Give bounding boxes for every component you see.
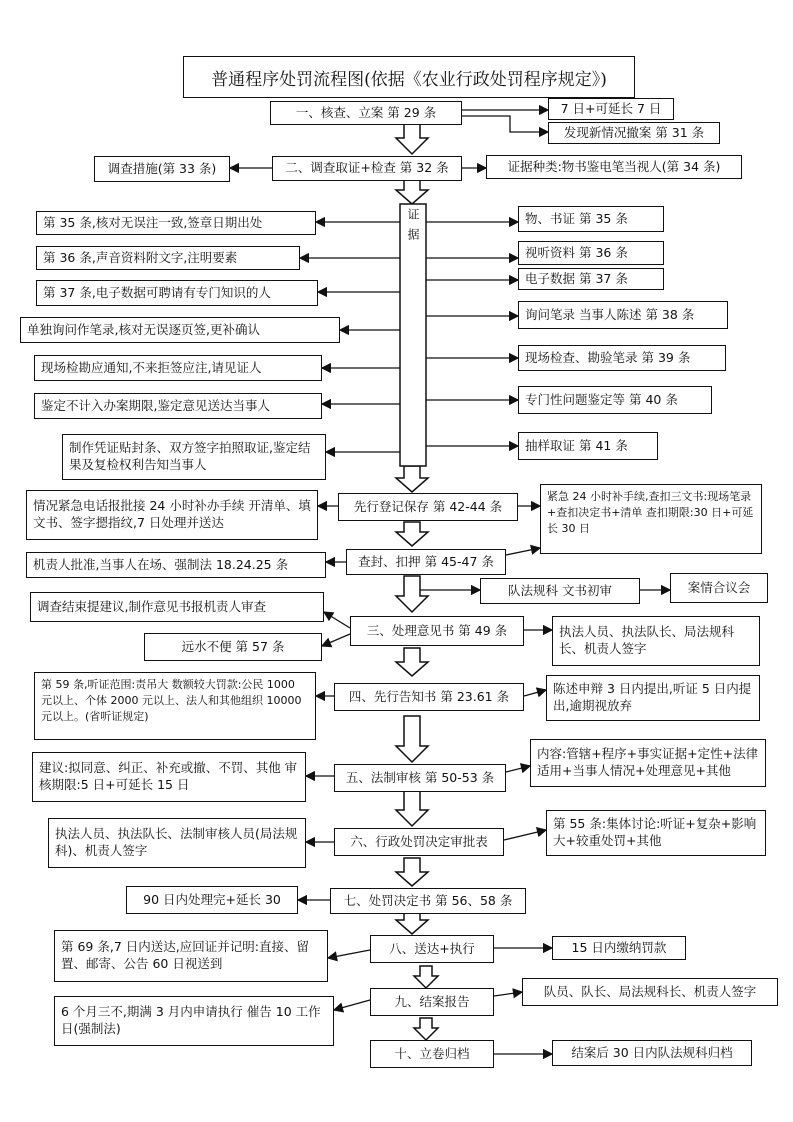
down-arrow-1	[396, 120, 428, 154]
right-evidence-6: 专门性问题鉴定等 第 40 条	[518, 386, 712, 414]
left-seal-approval: 机责人批准,当事人在场、强制法 18.24.25 条	[26, 552, 326, 578]
left-s9-enforce: 6 个月三不,期满 3 月内申请执行 催告 10 工作日(强制法)	[54, 996, 334, 1046]
left-s4-hearing: 第 59 条,听证范围:责吊大 数额较大罚款:公民 1000 元以上、个体 2000 元以上、法人和其他组织 10000 元以上。(省听证规定)	[34, 672, 316, 740]
left-s6-signers: 执法人员、执法队长、法制审核人员(局法规科)、机责人签字	[48, 818, 306, 868]
left-evidence-3: 第 37 条,电子数据可聘请有专门知识的人	[36, 280, 318, 306]
step-7-decision: 七、处罚决定书 第 56、58 条	[330, 888, 526, 914]
right-evidence-7: 抽样取证 第 41 条	[518, 432, 658, 460]
right-s9-signers: 队员、队长、局法规科长、机责人签字	[522, 978, 778, 1006]
left-register-detail: 情况紧急电话报批接 24 小时补办手续 开清单、填文书、签字摁指纹,7 日处理并送达	[26, 490, 318, 540]
step-3-opinion: 三、处理意见书 第 49 条	[350, 616, 524, 646]
right-evidence-2: 视听资料 第 36 条	[518, 241, 664, 265]
right-s10-archive: 结案后 30 日内队法规科归档	[552, 1040, 752, 1066]
step-10-archive: 十、立卷归档	[370, 1040, 494, 1068]
left-evidence-7: 制作凭证贴封条、双方签字拍照取证,鉴定结果及复检权利告知当事人	[62, 434, 326, 480]
left-s3-suggestion: 调查结束提建议,制作意见书报机责人审查	[30, 592, 324, 622]
right-evidence-3: 电子数据 第 37 条	[518, 268, 664, 290]
step-1-verify-file: 一、核查、立案 第 29 条	[270, 101, 462, 125]
right-s8-fine: 15 日内缴纳罚款	[552, 936, 686, 960]
step-9-closing-report: 九、结案报告	[370, 988, 494, 1016]
step-6-approval: 六、行政处罚决定审批表	[334, 828, 504, 856]
left-evidence-4: 单独询问作笔录,核对无误逐页签,更补确认	[20, 317, 340, 343]
right-evidence-5: 现场检查、勘验笔录 第 39 条	[518, 345, 726, 371]
left-evidence-2: 第 36 条,声音资料附文字,注明要素	[36, 246, 300, 270]
down-arrow-4	[396, 522, 428, 546]
down-arrow-7	[396, 716, 428, 762]
left-investigation-measures: 调查措施(第 33 条)	[94, 156, 230, 182]
left-s8-delivery: 第 69 条,7 日内送达,应回证并记明:直接、留置、邮寄、公告 60 日视送到	[54, 930, 328, 982]
step-preregister: 先行登记保存 第 42-44 条	[338, 493, 518, 521]
down-arrow-3	[396, 466, 428, 492]
right-s5-content: 内容:管辖+程序+事实证据+定性+法律适用+当事人情况+处理意见+其他	[530, 739, 766, 787]
down-arrow-11	[414, 966, 438, 988]
step-seal-detain: 查封、扣押 第 45-47 条	[346, 549, 506, 575]
step-5-legal-review: 五、法制审核 第 50-53 条	[334, 764, 506, 792]
right-evidence-4: 询问笔录 当事人陈述 第 38 条	[518, 301, 728, 329]
step-4-notice: 四、先行告知书 第 23.61 条	[334, 683, 524, 711]
right-withdraw-case: 发现新情况撤案 第 31 条	[548, 122, 720, 144]
right-evidence-1: 物、书证 第 35 条	[518, 206, 664, 232]
right-evidence-types: 证据种类:物书鉴电笔当视人(第 34 条)	[486, 155, 742, 179]
right-register-detail: 紧急 24 小时补手续,查扣三文书:现场笔录+查扣决定书+清单 查扣期限:30 日+可延长 30 日	[540, 484, 762, 554]
right-case-meeting: 案情合议会	[670, 573, 768, 603]
down-arrow-6	[396, 648, 428, 676]
left-s5-suggestion: 建议:拟同意、纠正、补充或撤、不罚、其他 审核期限:5 日+可延长 15 日	[32, 752, 306, 802]
right-time-limit: 7 日+可延长 7 日	[548, 98, 674, 120]
down-arrow-8	[396, 790, 428, 826]
left-evidence-1: 第 35 条,核对无误注一致,签章日期出处	[36, 211, 316, 235]
left-s3-remote: 远水不便 第 57 条	[144, 633, 322, 661]
page-title: 普通程序处罚流程图(依据《农业行政处罚程序规定》)	[183, 56, 635, 98]
step-2-investigate: 二、调查取证+检查 第 32 条	[272, 156, 462, 181]
left-evidence-6: 鉴定不计入办案期限,鉴定意见送达当事人	[34, 393, 322, 419]
right-s3-signers: 执法人员、执法队长、局法规科长、机责人签字	[552, 616, 760, 666]
down-arrow-9	[396, 858, 428, 886]
right-s4-statement: 陈述申辩 3 日内提出,听证 5 日内提出,逾期视放弃	[546, 675, 760, 721]
step-8-delivery: 八、送达+执行	[370, 935, 494, 963]
right-team-review: 队法规科 文书初审	[480, 578, 640, 604]
left-s7-deadline: 90 日内处理完+延长 30	[126, 886, 298, 914]
evidence-column-label: 证据	[406, 208, 420, 248]
down-arrow-5	[396, 576, 428, 612]
right-s6-discussion: 第 55 条:集体讨论:听证+复杂+影响大+较重处罚+其他	[546, 810, 766, 856]
down-arrow-12	[414, 1018, 438, 1040]
left-evidence-5: 现场检勘应通知,不来拒签应注,请见证人	[34, 355, 322, 381]
down-arrow-2	[396, 180, 428, 204]
